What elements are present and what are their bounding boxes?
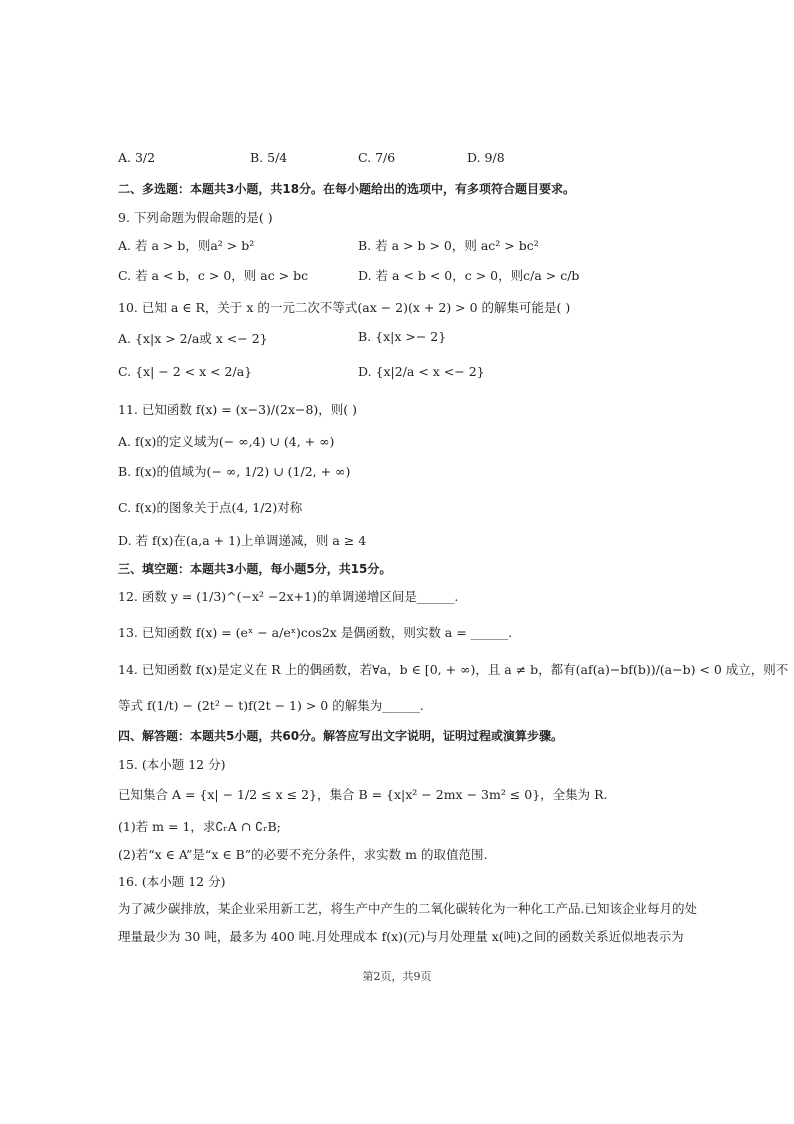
q11-option-b: B. f(x)的值域为(− ∞, 1/2) ∪ (1/2, + ∞) <box>118 464 351 479</box>
option-b: B. 5/4 <box>250 150 288 165</box>
section-2-title: 二、多选题：本题共3小题，共18分。在每小题给出的选项中，有多项符合题目要求。 <box>118 182 576 196</box>
q15-part-2: (2)若“x ∈ A”是“x ∈ B”的必要不充分条件，求实数 m 的取值范围. <box>118 847 488 862</box>
page-footer: 第2页，共9页 <box>362 970 432 983</box>
q14-line-2: 等式 f(1/t) − (2t² − t)f(2t − 1) > 0 的解集为______. <box>118 698 424 713</box>
q16-header: 16. (本小题 12 分) <box>118 874 226 889</box>
option-a: A. 3/2 <box>118 150 156 165</box>
q9-option-c: C. 若 a < b，c > 0，则 ac > bc <box>118 268 309 283</box>
q11-stem: 11. 已知函数 f(x) = (x−3)/(2x−8)，则( ) <box>118 402 358 417</box>
q15-part-1: (1)若 m = 1，求∁ᵣA ∩ ∁ᵣB; <box>118 819 281 834</box>
q15-stem: 已知集合 A = {x| − 1/2 ≤ x ≤ 2}，集合 B = {x|x² − 2mx − 3m² ≤ 0}，全集为 R. <box>118 787 608 802</box>
q11-option-a: A. f(x)的定义域为(− ∞,4) ∪ (4, + ∞) <box>118 434 335 449</box>
q10-option-b: B. {x|x >− 2} <box>358 329 447 344</box>
q12-stem: 12. 函数 y = (1/3)^(−x² −2x+1)的单调递增区间是______. <box>118 589 459 604</box>
q16-line-1: 为了减少碳排放，某企业采用新工艺，将生产中产生的二氧化碳转化为一种化工产品.已知该企业每月的处 <box>118 901 697 916</box>
option-c: C. 7/6 <box>358 150 396 165</box>
q11-option-d: D. 若 f(x)在(a,a + 1)上单调递减，则 a ≥ 4 <box>118 533 367 548</box>
q11-option-c: C. f(x)的图象关于点(4, 1/2)对称 <box>118 500 303 515</box>
q9-option-d: D. 若 a < b < 0，c > 0，则c/a > c/b <box>358 268 580 283</box>
q16-line-2: 理量最少为 30 吨，最多为 400 吨.月处理成本 f(x)(元)与月处理量 x(吨)之间的函数关系近似地表示为 <box>118 929 684 944</box>
q10-stem: 10. 已知 a ∈ R，关于 x 的一元二次不等式(ax − 2)(x + 2) > 0 的解集可能是( ) <box>118 300 571 315</box>
q13-stem: 13. 已知函数 f(x) = (eˣ − a/eˣ)cos2x 是偶函数，则实数 a = ______. <box>118 625 513 640</box>
section-4-title: 四、解答题：本题共5小题，共60分。解答应写出文字说明，证明过程或演算步骤。 <box>118 729 564 743</box>
q10-option-d: D. {x|2/a < x <− 2} <box>358 364 485 379</box>
option-d: D. 9/8 <box>467 150 505 165</box>
section-3-title: 三、填空题：本题共3小题，每小题5分，共15分。 <box>118 562 392 576</box>
q10-option-a: A. {x|x > 2/a或 x <− 2} <box>118 331 268 346</box>
q15-header: 15. (本小题 12 分) <box>118 757 226 772</box>
q14-line-1: 14. 已知函数 f(x)是定义在 R 上的偶函数，若∀a，b ∈ [0, + ∞)，且 a ≠ b，都有(af(a)−bf(b))/(a−b) < 0 成立，则不 <box>118 662 789 677</box>
q9-stem: 9. 下列命题为假命题的是( ) <box>118 210 273 225</box>
q9-option-b: B. 若 a > b > 0，则 ac² > bc² <box>358 238 539 253</box>
q9-option-a: A. 若 a > b，则a² > b² <box>118 238 255 253</box>
q10-option-c: C. {x| − 2 < x < 2/a} <box>118 364 253 379</box>
